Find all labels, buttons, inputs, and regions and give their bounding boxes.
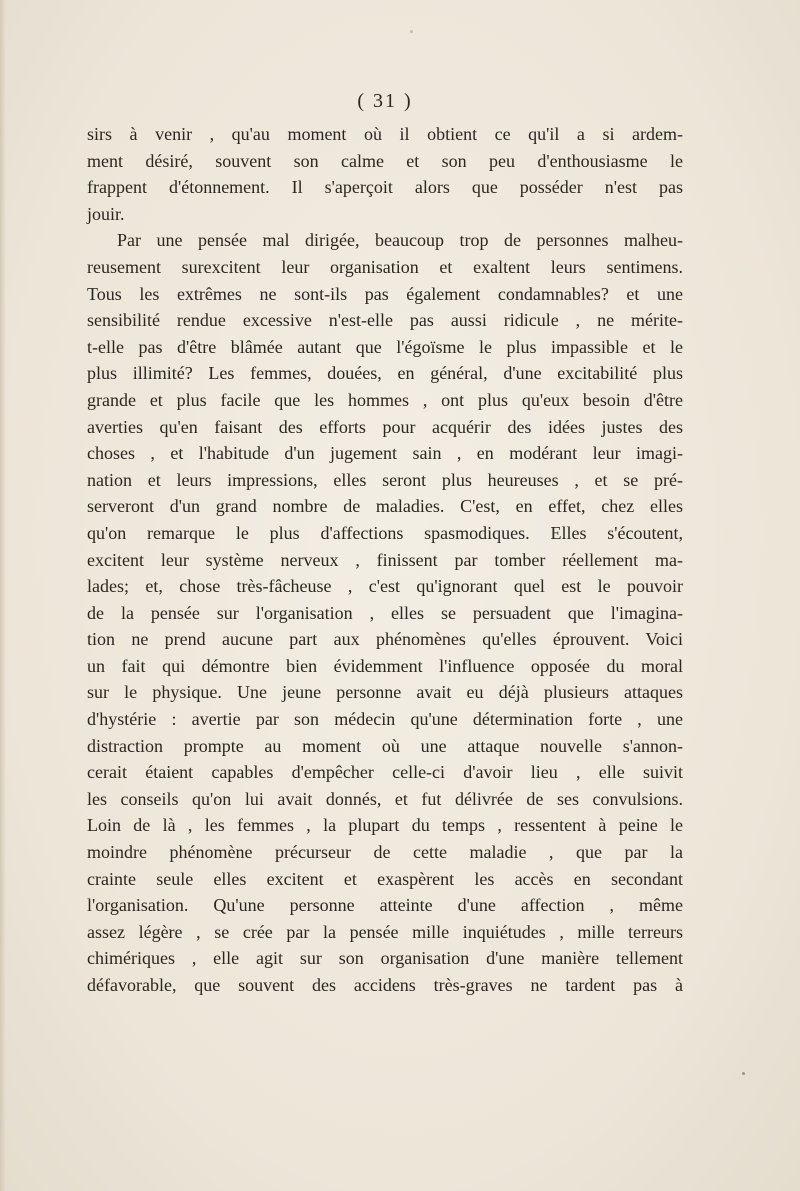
text-line: chimériques , elle agit sur son organisation d'une manière tellement [87, 948, 683, 969]
text-line: assez légère , se crée par la pensée mille inquiétudes , mille terreurs [87, 921, 683, 942]
text-line: grande et plus facile que les hommes , ont plus qu'eux besoin d'être [87, 389, 683, 410]
body-text [87, 121, 683, 999]
text-line: sur le physique. Une jeune personne avait eu déjà plusieurs attaques [87, 682, 683, 703]
text-line: Tous les extrêmes ne sont-ils pas également condamnables? et une [87, 283, 683, 304]
text-line: jouir. [87, 203, 125, 224]
text-line: tion ne prend aucune part aux phénomènes qu'elles éprouvent. Voici [87, 629, 683, 650]
text-line: de la pensée sur l'organisation , elles se persuadent que l'imagina- [87, 602, 683, 623]
text-line: Par une pensée mal dirigée, beaucoup trop de personnes malheu- [117, 230, 683, 251]
text-line: lades; et, chose très-fâcheuse , c'est qu'ignorant quel est le pouvoir [87, 576, 683, 597]
text-line: nation et leurs impressions, elles seront plus heureuses , et se pré- [87, 469, 683, 490]
page-binding-edge [0, 0, 6, 1191]
text-line: sensibilité rendue excessive n'est-elle pas aussi ridicule , ne mérite- [87, 310, 683, 331]
text-line: d'hystérie : avertie par son médecin qu'une détermination forte , une [87, 709, 683, 730]
text-line: t-elle pas d'être blâmée autant que l'égoïsme le plus impassible et le [87, 336, 683, 357]
text-line: ment désiré, souvent son calme et son peu d'enthousiasme le [87, 150, 683, 171]
page-number: ( 31 ) [357, 90, 413, 112]
text-line: Loin de là , les femmes , la plupart du temps , ressentent à peine le [87, 815, 683, 836]
text-line: choses , et l'habitude d'un jugement sain , en modérant leur imagi- [87, 443, 683, 464]
text-line: averties qu'en faisant des efforts pour acquérir des idées justes des [87, 416, 683, 437]
text-line: cerait étaient capables d'empêcher celle-ci d'avoir lieu , elle suivit [87, 762, 683, 783]
paper-speck [742, 1072, 745, 1075]
text-line: plus illimité? Les femmes, douées, en général, d'une excitabilité plus [87, 363, 683, 384]
text-line: qu'on remarque le plus d'affections spasmodiques. Elles s'écoutent, [87, 522, 683, 543]
text-line: frappent d'étonnement. Il s'aperçoit alors que posséder n'est pas [87, 177, 683, 198]
text-line: crainte seule elles excitent et exaspèrent les accès en secondant [87, 868, 683, 889]
text-line: défavorable, que souvent des accidens très-graves ne tardent pas à [87, 975, 683, 995]
text-line: serveront d'un grand nombre de maladies. C'est, en effet, chez elles [87, 496, 683, 517]
text-line: moindre phénomène précurseur de cette maladie , que par la [87, 842, 683, 863]
text-line: un fait qui démontre bien évidemment l'influence opposée du moral [87, 655, 683, 676]
text-line: sirs à venir , qu'au moment où il obtient ce qu'il a si ardem- [87, 124, 683, 144]
text-line: reusement surexcitent leur organisation et exaltent leurs sentimens. [87, 256, 683, 277]
text-line: l'organisation. Qu'une personne atteinte d'une affection , même [87, 895, 683, 916]
paper-speck [410, 30, 413, 33]
text-line: les conseils qu'on lui avait donnés, et fut délivrée de ses convulsions. [87, 788, 683, 809]
text-line: excitent leur système nerveux , finissent par tomber réellement ma- [87, 549, 683, 570]
text-line: distraction prompte au moment où une attaque nouvelle s'annon- [87, 735, 683, 756]
